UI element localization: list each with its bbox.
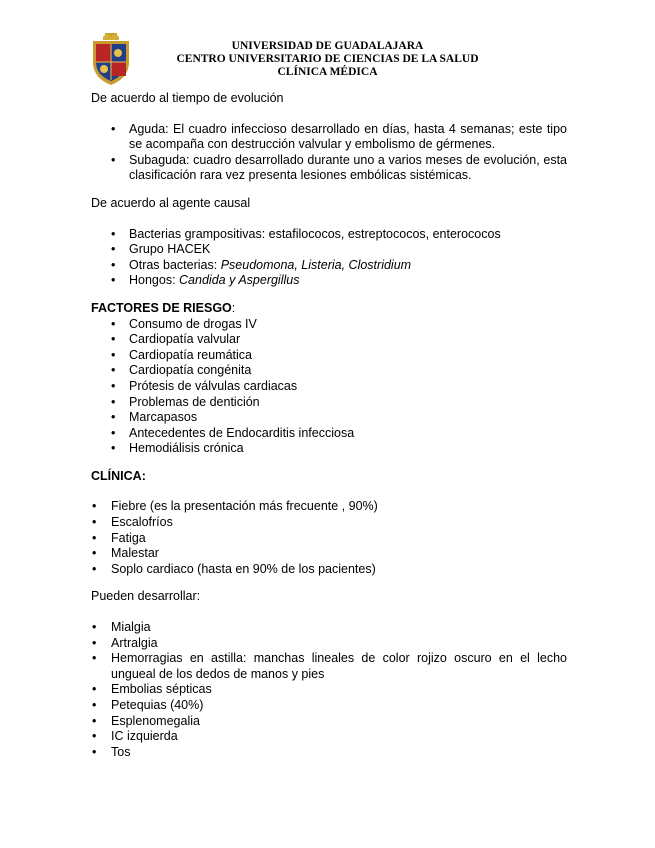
clinic-heading: CLÍNICA:: [91, 468, 146, 483]
list-item: • Consumo de drogas IV: [91, 317, 567, 333]
list-item: [91, 258, 567, 274]
list-item: • Tos: [91, 745, 567, 761]
risk-heading: [91, 301, 567, 317]
item-italic: Candida y Aspergillus: [179, 273, 300, 288]
list-item: • Artralgia: [91, 636, 567, 652]
list-item: [91, 273, 567, 289]
list-item: • Cardiopatía reumática: [91, 348, 567, 364]
university-crest-logo: [90, 32, 132, 86]
develop-list: [91, 620, 567, 760]
item-prefix: Otras bacterias:: [129, 257, 221, 272]
list-item: • Mialgia: [91, 620, 567, 636]
list-item: • Esplenomegalia: [91, 714, 567, 730]
list-item: • Petequias (40%): [91, 698, 567, 714]
list-item: • IC izquierda: [91, 729, 567, 745]
list-item: • Aguda: El cuadro infeccioso desarrollado en días, hasta 4 semanas; este tipo se acompaña con destrucción valvular y embolismo de gérmenes.: [91, 122, 567, 153]
develop-heading: Pueden desarrollar:: [91, 589, 201, 604]
document-header: [150, 40, 505, 79]
risk-list: [91, 317, 567, 457]
item-italic: Pseudomona, Listeria, Clostridium: [220, 257, 412, 272]
list-item: • Hemodiálisis crónica: [91, 441, 567, 457]
list-item: • Fiebre (es la presentación más frecuente , 90%): [91, 499, 567, 515]
list-item: • Malestar: [91, 546, 567, 562]
list-item: • Fatiga: [91, 531, 567, 547]
list-item: • Prótesis de válvulas cardiacas: [91, 379, 567, 395]
header-university: UNIVERSIDAD DE GUADALAJARA: [231, 40, 424, 52]
item-prefix: Hongos:: [129, 273, 180, 288]
agent-list: [91, 227, 567, 289]
list-item: • Problemas de dentición: [91, 395, 567, 411]
evolution-heading: De acuerdo al tiempo de evolución: [91, 91, 284, 105]
clinic-list: [91, 499, 567, 577]
list-item: • Cardiopatía valvular: [91, 332, 567, 348]
list-item: • Antecedentes de Endocarditis infecciosa: [91, 426, 567, 442]
list-item: • Marcapasos: [91, 410, 567, 426]
agent-heading: De acuerdo al agente causal: [91, 195, 251, 210]
header-center: CENTRO UNIVERSITARIO DE CIENCIAS DE LA SALUD: [176, 53, 479, 65]
risk-heading-colon: :: [231, 300, 236, 315]
list-item: • Hemorragias en astilla: manchas lineales de color rojizo oscuro en el lecho ungueal de los dedos de manos y pies: [91, 651, 567, 682]
list-item: • Grupo HACEK: [91, 242, 567, 258]
list-item: • Escalofríos: [91, 515, 567, 531]
list-item: • Cardiopatía congénita: [91, 363, 567, 379]
list-item: • Bacterias grampositivas: estafilococos, estreptococos, enterococos: [91, 227, 567, 243]
evolution-list: [91, 122, 567, 184]
risk-heading-text: FACTORES DE RIESGO: [91, 300, 232, 315]
list-item: • Subaguda: cuadro desarrollado durante uno a varios meses de evolución, esta clasificación rara vez presenta lesiones embólicas sistémicas.: [91, 153, 567, 184]
document-body: [91, 91, 567, 760]
list-item: • Embolias sépticas: [91, 682, 567, 698]
header-clinic: CLÍNICA MÉDICA: [277, 66, 378, 78]
list-item: • Soplo cardiaco (hasta en 90% de los pacientes): [91, 562, 567, 578]
